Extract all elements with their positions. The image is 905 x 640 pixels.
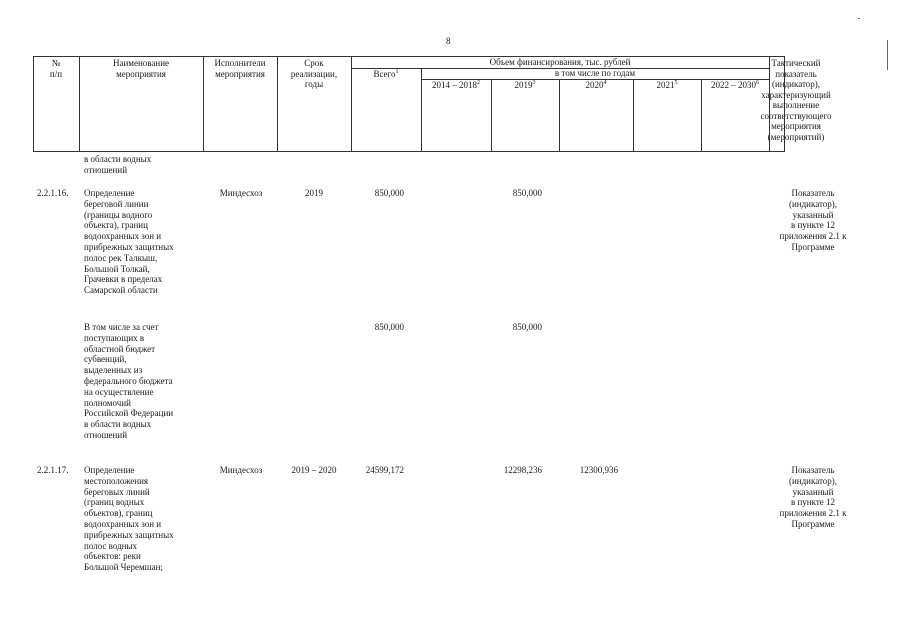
row-2-2-1-17-indicator: Показатель (индикатор), указанный в пункте 12 приложения 2.1 к Программе bbox=[779, 465, 847, 529]
header-executors: Исполнители мероприятия bbox=[214, 58, 266, 79]
header-name: Наименование мероприятия bbox=[112, 58, 170, 79]
page-number: 8 bbox=[446, 36, 451, 46]
row-2-2-1-17-term: 2019 – 2020 bbox=[291, 465, 337, 475]
row-2-2-1-17-total: 24599,172 bbox=[365, 465, 404, 475]
header-year-3: 2020$^4$ bbox=[585, 80, 607, 90]
header-indicator: Тактический показатель (индикатор), характеризующий выполнение соответствующего мероприятия (мероприятий) bbox=[760, 58, 832, 142]
header-year-2: 2019$^3$ bbox=[514, 80, 536, 90]
header-year-1: 2014 – 2018$^2$ bbox=[432, 80, 480, 90]
scan-edge-mark bbox=[887, 40, 888, 70]
row-2-2-1-17-num: 2.2.1.17. bbox=[37, 465, 69, 475]
header-by-years: в том числе по годам bbox=[554, 68, 636, 78]
header-num: № п/п bbox=[49, 58, 63, 79]
row-subvention-name: В том числе за счет поступающих в областной бюджет субвенций, выделенных из федерального бюджета на осуществление полномочий Российской Федерации в области водных отношений bbox=[84, 322, 174, 440]
header-term: Срок реализации, годы bbox=[290, 58, 338, 89]
row-subvention-2019: 850,000 bbox=[512, 322, 542, 332]
row-2-2-1-16-name: Определение береговой линии (границы водного объекта), границ водоохранных зон и прибрежных защитных полос рек Талкыш, Большой Толкай, Грачевки в пределах Самарской области bbox=[84, 188, 174, 296]
row-2-2-1-16-2019: 850,000 bbox=[512, 188, 542, 198]
header-funding: Объем финансирования, тыс. рублей bbox=[489, 57, 631, 67]
row-2-2-1-17-executor: Миндесхоз bbox=[219, 465, 263, 475]
header-year-5: 2022 – 2030$^6$ bbox=[711, 80, 759, 90]
table-header bbox=[33, 56, 832, 152]
row-2-2-1-16-executor: Миндесхоз bbox=[219, 188, 263, 198]
scan-dot-mark bbox=[858, 18, 860, 19]
header-year-4: 2021$^5$ bbox=[656, 80, 678, 90]
row-2-2-1-16-indicator: Показатель (индикатор), указанный в пункте 12 приложения 2.1 к Программе bbox=[779, 188, 847, 252]
header-total: Всего$^1$ bbox=[373, 69, 399, 79]
row-2-2-1-16-term: 2019 bbox=[305, 188, 323, 198]
row-2-2-1-17-2019: 12298,236 bbox=[503, 465, 542, 475]
row-2-2-1-16-total: 850,000 bbox=[374, 188, 404, 198]
row-subvention-total: 850,000 bbox=[374, 322, 404, 332]
row-2-2-1-16-num: 2.2.1.16. bbox=[37, 188, 69, 198]
row-2-2-1-17-2020: 12300,936 bbox=[579, 465, 618, 475]
row-2-2-1-17-name: Определение местоположения береговых линий (границ водных объектов), границ водоохранных зон и прибрежных защитных полос водных объектов: реки Большой Черемшан; bbox=[84, 465, 174, 573]
row-continuation-text: в области водных отношений bbox=[84, 154, 152, 175]
